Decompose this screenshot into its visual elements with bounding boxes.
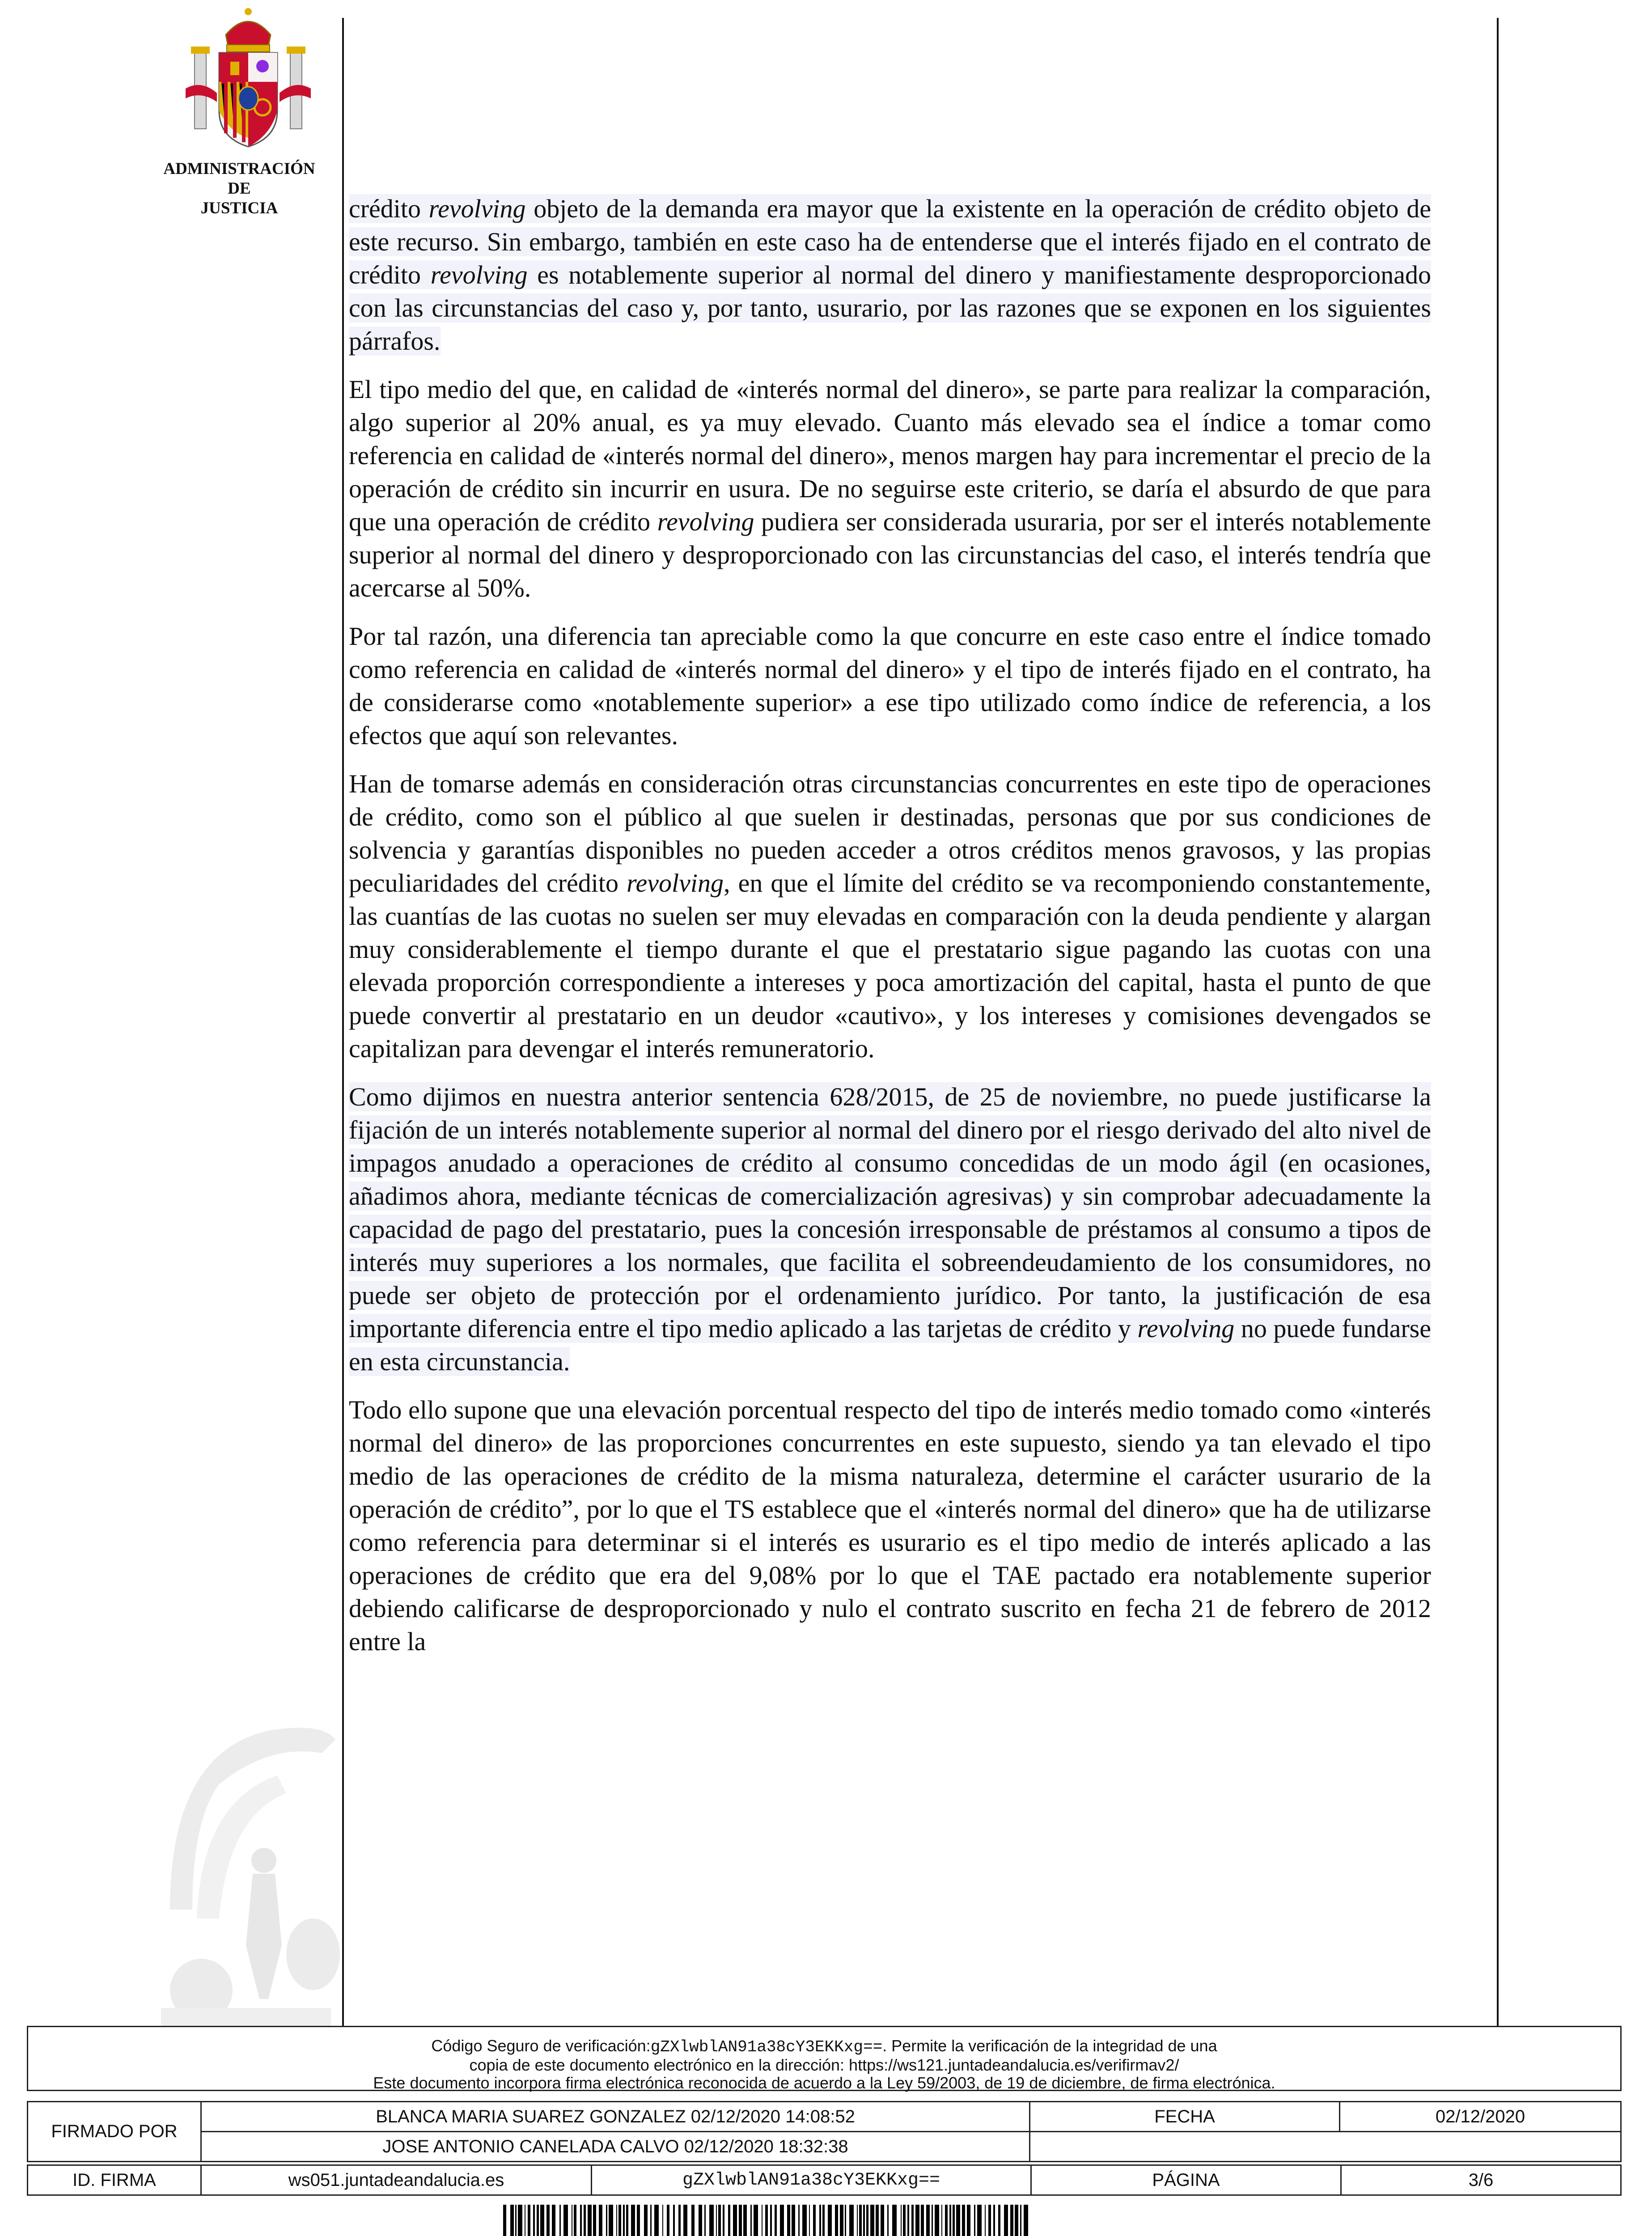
barcode-bar: [584, 2205, 586, 2236]
barcode-bar: [510, 2205, 514, 2236]
barcode-bar: [953, 2205, 955, 2236]
barcode: [503, 2205, 1031, 2236]
barcode-bar: [949, 2205, 951, 2236]
paragraph-3: Por tal razón, una diferencia tan apreciable como la que concurre en este caso entre el índice tomado como referencia en calidad de «interés normal del dinero» y el tipo de interés fijado en el contrato, ha de considerarse como «notablemente superior» a ese tipo utilizado como índice de referencia, a los efectos que aquí son relevantes.: [349, 622, 1431, 750]
andalucia-watermark-emblem: [152, 1713, 340, 2035]
barcode-bar: [626, 2205, 628, 2236]
barcode-bar: [1010, 2205, 1013, 2236]
barcode-bar: [733, 2205, 737, 2236]
barcode-bar: [828, 2205, 832, 2236]
barcode-bar: [780, 2205, 784, 2236]
barcode-bar: [911, 2205, 914, 2236]
barcode-bar: [819, 2205, 821, 2236]
barcode-bar: [901, 2205, 902, 2236]
barcode-bar: [662, 2205, 663, 2236]
barcode-bar: [503, 2205, 506, 2236]
firmado-por-label: FIRMADO POR: [28, 2102, 201, 2162]
barcode-bar: [699, 2205, 702, 2236]
barcode-bar: [956, 2205, 960, 2236]
barcode-bar: [892, 2205, 897, 2236]
barcode-bar: [750, 2205, 752, 2236]
barcode-bar: [859, 2205, 862, 2236]
signer-2: JOSE ANTONIO CANELADA CALVO 02/12/2020 18:32:38: [201, 2132, 1030, 2162]
barcode-bar: [881, 2205, 884, 2236]
barcode-bar: [559, 2205, 561, 2236]
barcode-bar: [593, 2205, 596, 2236]
paragraph-6: Todo ello supone que una elevación porcentual respecto del tipo de interés medio tomado como «interés normal del dinero» de las proporciones concurrentes en este supuesto, siendo ya tan elevado el tipo medio de las operaciones de crédito de la misma naturaleza, determine el carácter usurario de la operación de crédito”, por lo que el TS establece que el «interés normal del dinero» que ha de utilizarse como referencia para determinar si el interés es usurario es el tipo medio de interés aplicado a las operaciones de crédito que era del 9,08% por lo que el TAE pactado era notablemente superior debiendo calificarse de desproporcionado y nulo el contrato suscrito en fecha 21 de febrero de 2012 entre la: [349, 1395, 1431, 1656]
pagina-value: 3/6: [1341, 2165, 1621, 2195]
barcode-bar: [941, 2205, 942, 2236]
empty-cell: [1030, 2132, 1621, 2162]
barcode-bar: [631, 2205, 635, 2236]
barcode-bar: [644, 2205, 648, 2236]
barcode-bar: [932, 2205, 933, 2236]
barcode-bar: [739, 2205, 742, 2236]
barcode-bar: [840, 2205, 843, 2236]
barcode-bar: [528, 2205, 530, 2236]
left-margin-rule: [342, 18, 344, 2026]
barcode-bar: [857, 2205, 858, 2236]
barcode-bar: [654, 2205, 659, 2236]
barcode-bar: [967, 2205, 970, 2236]
barcode-bar: [775, 2205, 777, 2236]
barcode-bar: [945, 2205, 948, 2236]
barcode-bar: [985, 2205, 986, 2236]
paragraph-4: Han de tomarse además en consideración otras circunstancias concurrentes en este tipo de operaciones de crédito, como son el público al que suelen ir destinadas, personas que por sus condiciones de solvencia y garantías disponibles no pueden acceder a otros créditos menos gravosos, y las propias peculiaridades del crédito revolving, en que el límite del crédito se va recomponiendo constantemente, las cuantías de las cuotas no suelen ser muy elevadas en comparación con la deuda pendiente y alargan muy considerablemente el tiempo durante el que el prestatario sigue pagando las cuotas con una elevada proporción correspondiente a intereses y poca amortización del capital, hasta el punto de que puede convertir al prestatario en un deudor «cautivo», y los intereses y comisiones devengados se capitalizan para devengar el interés remuneratorio.: [349, 769, 1431, 1063]
barcode-bar: [863, 2205, 865, 2236]
barcode-bar: [1020, 2205, 1021, 2236]
barcode-bar: [921, 2205, 924, 2236]
institution-line-1: ADMINISTRACIÓN: [163, 160, 315, 178]
barcode-bar: [623, 2205, 625, 2236]
barcode-bar: [673, 2205, 675, 2236]
barcode-bar: [887, 2205, 889, 2236]
barcode-bar: [704, 2205, 706, 2236]
verification-notice: [27, 2026, 1622, 2091]
barcode-bar: [743, 2205, 747, 2236]
barcode-bar: [835, 2205, 838, 2236]
barcode-bar: [813, 2205, 816, 2236]
barcode-bar: [988, 2205, 991, 2236]
barcode-bar: [926, 2205, 930, 2236]
barcode-bar: [540, 2205, 544, 2236]
barcode-bar: [1024, 2205, 1028, 2236]
barcode-bar: [606, 2205, 607, 2236]
document-body: [349, 192, 1431, 1673]
barcode-bar: [518, 2205, 522, 2236]
barcode-bar: [728, 2205, 730, 2236]
paragraph-1: crédito revolving objeto de la demanda era mayor que la existente en la operación de crédito objeto de este recurso. Sin embargo, también en este caso ha de entenderse que el interés fijado en el contrato de crédito revolving es notablemente superior al normal del dinero y manifiestamente desproporcionado con las circunstancias del caso y, por tanto, usurario, por las razones que se exponen en los siguientes párrafos.: [349, 194, 1432, 356]
barcode-bar: [962, 2205, 965, 2236]
barcode-bar: [618, 2205, 621, 2236]
barcode-bar: [667, 2205, 669, 2236]
barcode-bar: [993, 2205, 995, 2236]
paragraph-5: Como dijimos en nuestra anterior sentencia 628/2015, de 25 de noviembre, no puede justificarse la fijación de un interés notablemente superior al normal del dinero por el riesgo derivado del alto nivel de impagos anudado a operaciones de crédito al consumo concedidas de un modo ágil (en ocasiones, añadimos ahora, mediante técnicas de comercialización agresivas) y sin comprobar adecuadamente la capacidad de pago del prestatario, pues la concesión irresponsable de préstamos al consumo a tipos de interés muy superiores a los normales, que facilita el sobreendeudamiento de los consumidores, no puede ser objeto de protección por el ordenamiento jurídico. Por tanto, la justificación de esa importante diferencia entre el tipo medio aplicado a las tarjetas de crédito y revolving no puede fundarse en esta circunstancia.: [349, 1082, 1431, 1376]
id-firma-table: [27, 2164, 1622, 2196]
barcode-bar: [599, 2205, 602, 2236]
barcode-bar: [754, 2205, 758, 2236]
barcode-bar: [691, 2205, 695, 2236]
barcode-bar: [574, 2205, 576, 2236]
barcode-bar: [563, 2205, 568, 2236]
barcode-bar: [798, 2205, 800, 2236]
barcode-bar: [1015, 2205, 1018, 2236]
barcode-bar: [650, 2205, 652, 2236]
barcode-bar: [974, 2205, 975, 2236]
signer-1: BLANCA MARIA SUAREZ GONZALEZ 02/12/2020 14:08:52: [201, 2102, 1030, 2132]
institution-line-3: JUSTICIA: [200, 199, 278, 217]
barcode-bar: [907, 2205, 909, 2236]
barcode-bar: [723, 2205, 724, 2236]
barcode-bar: [552, 2205, 555, 2236]
barcode-bar: [1004, 2205, 1008, 2236]
barcode-bar: [683, 2205, 687, 2236]
barcode-bar: [533, 2205, 535, 2236]
barcode-bar: [770, 2205, 772, 2236]
barcode-bar: [787, 2205, 790, 2236]
barcode-bar: [998, 2205, 1000, 2236]
barcode-bar: [876, 2205, 879, 2236]
barcode-bar: [709, 2205, 714, 2236]
barcode-bar: [903, 2205, 906, 2236]
id-firma-value: ws051.juntadeandalucia.es: [201, 2165, 592, 2195]
barcode-bar: [546, 2205, 550, 2236]
barcode-bar: [637, 2205, 640, 2236]
barcode-bar: [588, 2205, 592, 2236]
right-margin-rule: [1497, 18, 1499, 2026]
pagina-label: PÁGINA: [1031, 2165, 1341, 2195]
barcode-bar: [537, 2205, 539, 2236]
barcode-bar: [765, 2205, 768, 2236]
barcode-bar: [809, 2205, 810, 2236]
barcode-bar: [718, 2205, 721, 2236]
barcode-bar: [616, 2205, 617, 2236]
fecha-value: 02/12/2020: [1340, 2102, 1621, 2132]
barcode-bar: [716, 2205, 717, 2236]
barcode-bar: [977, 2205, 982, 2236]
verification-line-3: Este documento incorpora firma electrónica reconocida de acuerdo a la Ley 59/2003, de 19 de diciembre, de firma electrónica.: [373, 2074, 1275, 2092]
signers-table: [27, 2101, 1622, 2162]
barcode-bar: [609, 2205, 613, 2236]
verification-line-1: Código Seguro de verificación:gZXlwblAN91a38cY3EKKxg==. Permite la verificación de la integridad de una: [431, 2037, 1217, 2056]
paragraph-2: El tipo medio del que, en calidad de «interés normal del dinero», se parte para realizar la comparación, algo superior al 20% anual, es ya muy elevado. Cuanto más elevado sea el índice a tomar como referencia en calidad de «interés normal del dinero», menos margen hay para incrementar el precio de la operación de crédito sin incurrir en usura. De no seguirse este criterio, se daría el absurdo de que para que una operación de crédito revolving pudiera ser considerada usuraria, por ser el interés notablemente superior al normal del dinero y desproporcionado con las circunstancias del caso, el interés tendría que acercarse al 50%.: [349, 375, 1431, 602]
barcode-bar: [866, 2205, 868, 2236]
barcode-bar: [515, 2205, 517, 2236]
barcode-bar: [915, 2205, 919, 2236]
barcode-bar: [822, 2205, 825, 2236]
barcode-bar: [870, 2205, 874, 2236]
barcode-bar: [935, 2205, 939, 2236]
id-firma-label: ID. FIRMA: [28, 2165, 201, 2195]
coat-of-arms-logo: [177, 4, 320, 156]
id-firma-code: gZXlwblAN91a38cY3EKKxg==: [592, 2165, 1031, 2195]
barcode-bar: [580, 2205, 582, 2236]
barcode-bar: [802, 2205, 807, 2236]
barcode-bar: [678, 2205, 681, 2236]
institution-line-2: DE: [228, 179, 251, 198]
barcode-bar: [845, 2205, 846, 2236]
barcode-bar: [792, 2205, 795, 2236]
institution-heading: [134, 159, 344, 218]
verification-line-2: copia de este documento electrónico en la dirección: https://ws121.juntadeandalucia.es/verifirmav2/: [469, 2056, 1179, 2074]
fecha-label: FECHA: [1030, 2102, 1340, 2132]
barcode-bar: [849, 2205, 854, 2236]
